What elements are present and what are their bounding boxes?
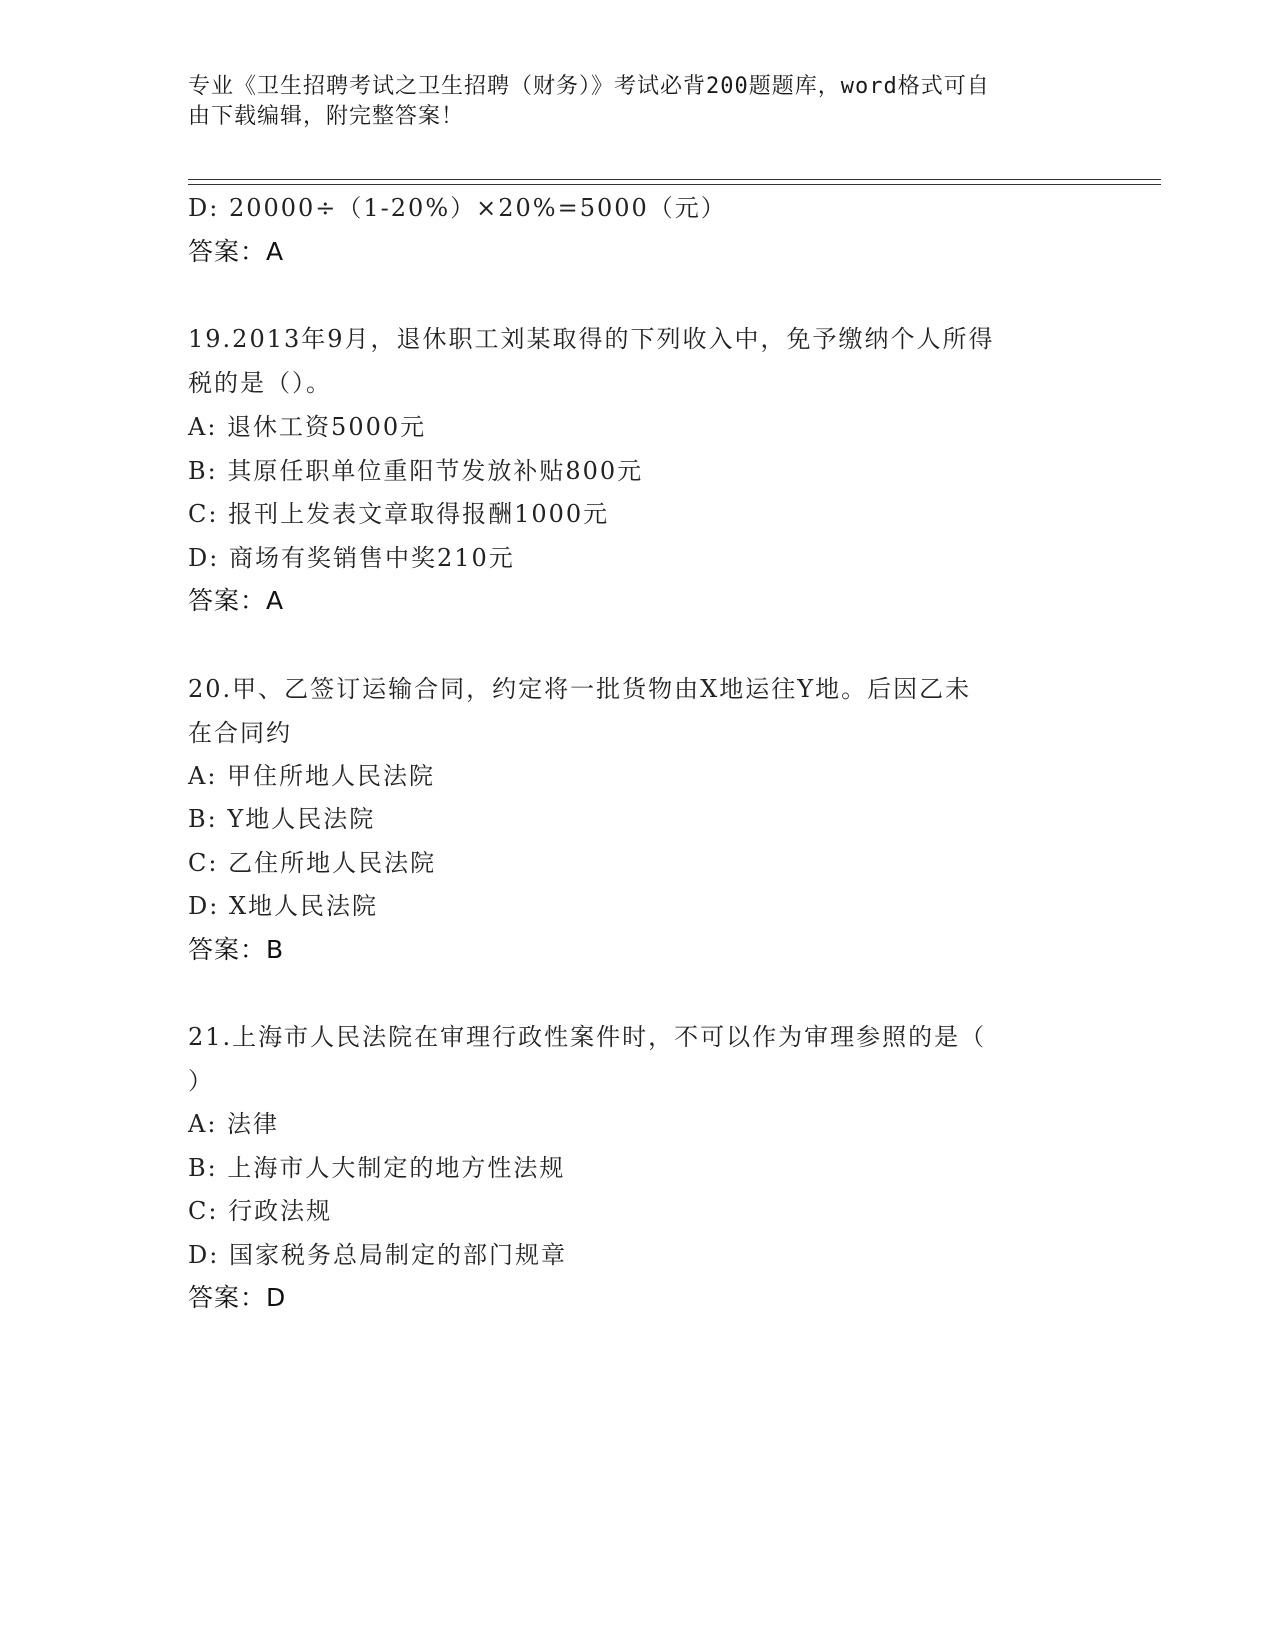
prev-option-d: D: 20000÷（1-20%）×20%=5000（元） — [188, 194, 727, 222]
question-21-stem-line-2: ） — [188, 1067, 214, 1095]
question-21-option-d: D: 国家税务总局制定的部门规章 — [188, 1241, 567, 1269]
header-line-1: 专业《卫生招聘考试之卫生招聘（财务）》考试必背200题题库，word格式可自 — [188, 74, 990, 99]
question-20-option-c: C: 乙住所地人民法院 — [188, 849, 437, 877]
question-21-answer: 答案：D — [188, 1283, 287, 1312]
question-20-stem-line-1: 20.甲、乙签订运输合同，约定将一批货物由X地运往Y地。后因乙未 — [188, 675, 972, 703]
question-21-stem-line-1: 21.上海市人民法院在审理行政性案件时，不可以作为审理参照的是（ — [188, 1023, 987, 1051]
header-divider-bottom — [188, 184, 1161, 185]
question-19-option-b: B: 其原任职单位重阳节发放补贴800元 — [188, 457, 644, 485]
header-line-2: 由下载编辑，附完整答案！ — [188, 104, 465, 129]
question-19-stem-line-1: 19.2013年9月，退休职工刘某取得的下列收入中，免予缴纳个人所得 — [188, 325, 995, 353]
question-19-option-c: C: 报刊上发表文章取得报酬1000元 — [188, 500, 610, 528]
question-19-stem-line-2: 税的是（）。 — [188, 369, 332, 397]
question-20-answer: 答案：B — [188, 935, 285, 964]
question-20-option-a: A: 甲住所地人民法院 — [188, 762, 436, 790]
prev-answer: 答案：A — [188, 237, 285, 266]
question-19-answer: 答案：A — [188, 586, 285, 615]
question-21-option-c: C: 行政法规 — [188, 1197, 333, 1225]
document-header — [188, 72, 1068, 132]
question-20-stem-line-2: 在合同约 — [188, 719, 292, 747]
header-divider-top — [188, 179, 1161, 180]
question-19-option-d: D: 商场有奖销售中奖210元 — [188, 544, 515, 572]
question-21-option-a: A: 法律 — [188, 1110, 280, 1138]
question-21-option-b: B: 上海市人大制定的地方性法规 — [188, 1154, 566, 1182]
question-20-option-d: D: X地人民法院 — [188, 892, 379, 920]
question-19-option-a: A: 退休工资5000元 — [188, 413, 427, 441]
question-20-option-b: B: Y地人民法院 — [188, 805, 376, 833]
